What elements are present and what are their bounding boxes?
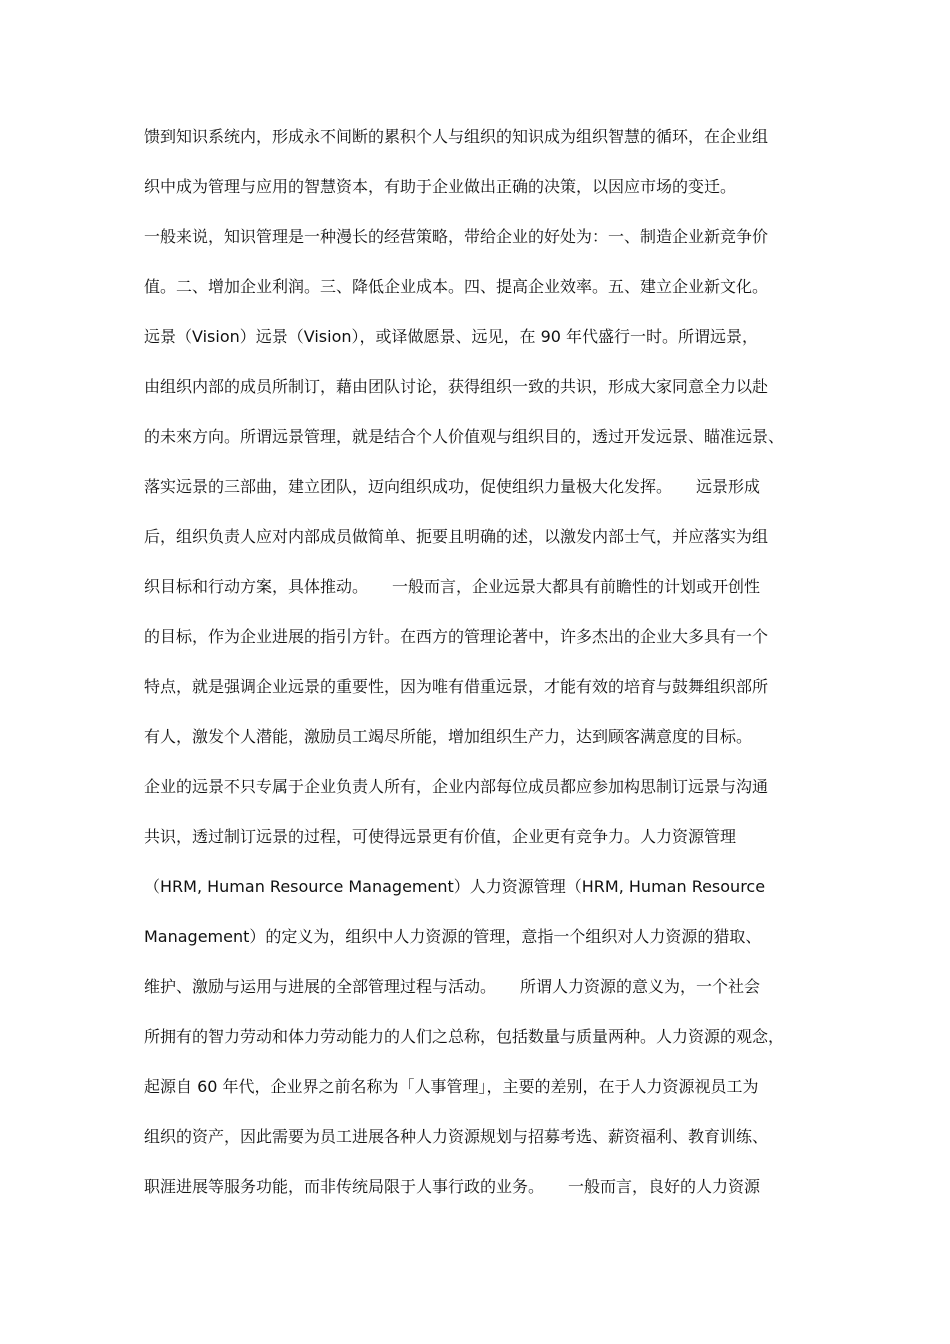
- text-line: 织目标和行动方案，具体推动。 一般而言，企业远景大都具有前瞻性的计划或开创性: [144, 577, 761, 596]
- text-line: 值。二、增加企业利润。三、降低企业成本。四、提高企业效率。五、建立企业新文化。: [144, 277, 769, 296]
- text-line: 由组织内部的成员所制订，藉由团队讨论，获得组织一致的共识，形成大家同意全力以赴: [144, 377, 769, 396]
- text-line: 后，组织负责人应对内部成员做简单、扼要且明确的述，以激发内部士气，并应落实为组: [144, 527, 769, 546]
- text-line: 有人，激发个人潜能，激励员工竭尽所能，增加组织生产力，达到顾客满意度的目标。: [144, 727, 753, 746]
- text-line: 职涯进展等服务功能，而非传统局限于人事行政的业务。 一般而言，良好的人力资源: [144, 1177, 761, 1196]
- text-line: 的未來方向。所谓远景管理，就是结合个人价值观与组织目的，透过开发远景、瞄准远景、: [144, 427, 785, 446]
- text-line: 馈到知识系统内，形成永不间断的累积个人与组织的知识成为组织智慧的循环，在企业组: [144, 127, 769, 146]
- text-line: 起源自 60 年代，企业界之前名称为「人事管理」，主要的差别，在于人力资源视员工为: [144, 1077, 759, 1096]
- text-line: 远景（Vision）远景（Vision），或译做愿景、远见，在 90 年代盛行一时。所谓远景，: [144, 327, 759, 346]
- text-line: （HRM, Human Resource Management）人力资源管理（HRM, Human Resource: [144, 877, 766, 896]
- text-line: 组织的资产，因此需要为员工进展各种人力资源规划与招募考选、薪资福利、教育训练、: [144, 1127, 769, 1146]
- text-line: 一般来说，知识管理是一种漫长的经营策略，带给企业的好处为：一、制造企业新竞争价: [144, 227, 769, 246]
- text-line: 共识，透过制订远景的过程，可使得远景更有价值，企业更有竞争力。人力资源管理: [144, 827, 737, 846]
- text-line: 维护、激励与运用与进展的全部管理过程与活动。 所谓人力资源的意义为，一个社会: [144, 977, 761, 996]
- text-line: 的目标，作为企业进展的指引方针。在西方的管理论著中，许多杰出的企业大多具有一个: [144, 627, 769, 646]
- text-line: Management）的定义为，组织中人力资源的管理，意指一个组织对人力资源的猎取、: [144, 927, 762, 946]
- text-line: 所拥有的智力劳动和体力劳动能力的人们之总称，包括数量与质量两种。人力资源的观念，: [144, 1027, 785, 1046]
- text-line: 织中成为管理与应用的智慧资本，有助于企业做出正确的决策，以因应市场的变迁。: [144, 177, 737, 196]
- text-line: 特点，就是强调企业远景的重要性，因为唯有借重远景，才能有效的培育与鼓舞组织部所: [144, 677, 769, 696]
- text-line: 企业的远景不只专属于企业负责人所有，企业内部每位成员都应参加构思制订远景与沟通: [144, 777, 769, 796]
- body-text: [144, 122, 820, 1222]
- text-line: 落实远景的三部曲，建立团队，迈向组织成功，促使组织力量极大化发挥。 远景形成: [144, 477, 761, 496]
